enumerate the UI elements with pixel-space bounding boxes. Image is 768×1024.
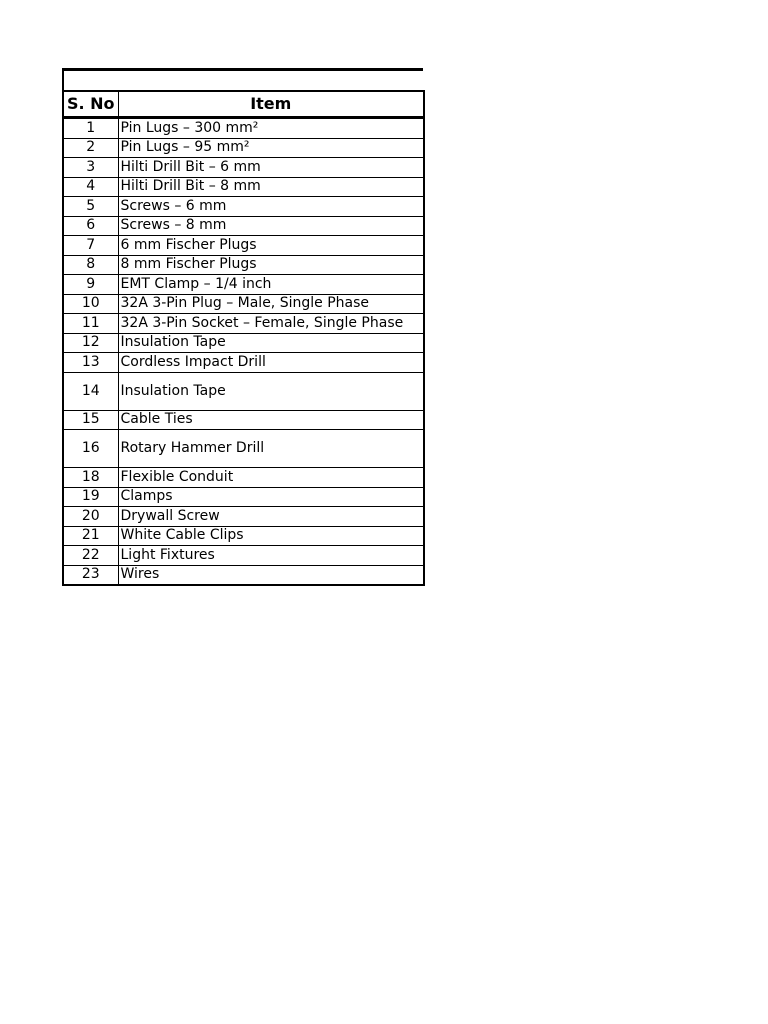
table-row (63, 353, 424, 373)
cell-item: Clamps (118, 487, 424, 507)
cell-item: White Cable Clips (118, 526, 424, 546)
cell-item: Cordless Impact Drill (118, 353, 424, 373)
table-row (63, 158, 424, 178)
table-row (63, 410, 424, 430)
cell-item: Insulation Tape (118, 333, 424, 353)
table-row (63, 487, 424, 507)
cell-sno: 2 (63, 138, 118, 158)
cell-item: 32A 3-Pin Socket – Female, Single Phase (118, 314, 424, 334)
cell-item: Rotary Hammer Drill (118, 430, 424, 468)
cell-sno: 19 (63, 487, 118, 507)
cell-sno: 16 (63, 430, 118, 468)
empty-title-row (62, 68, 423, 90)
table-row (63, 197, 424, 217)
cell-item: Screws – 8 mm (118, 216, 424, 236)
table-row (63, 138, 424, 158)
cell-item: Pin Lugs – 300 mm² (118, 118, 424, 139)
table-row (63, 236, 424, 256)
cell-item: 8 mm Fischer Plugs (118, 255, 424, 275)
table-row (63, 468, 424, 488)
table-row (63, 507, 424, 527)
cell-sno: 10 (63, 294, 118, 314)
cell-sno: 13 (63, 353, 118, 373)
table-row (63, 118, 424, 139)
header-row (63, 91, 424, 118)
spreadsheet-sheet (62, 68, 423, 586)
cell-sno: 1 (63, 118, 118, 139)
cell-sno: 21 (63, 526, 118, 546)
cell-sno: 7 (63, 236, 118, 256)
cell-sno: 12 (63, 333, 118, 353)
table-row (63, 314, 424, 334)
cell-item: Drywall Screw (118, 507, 424, 527)
cell-sno: 20 (63, 507, 118, 527)
items-table (62, 90, 425, 586)
cell-item: Insulation Tape (118, 372, 424, 410)
cell-sno: 18 (63, 468, 118, 488)
cell-sno: 15 (63, 410, 118, 430)
cell-sno: 22 (63, 546, 118, 566)
table-row (63, 255, 424, 275)
table-row (63, 275, 424, 295)
cell-item: 6 mm Fischer Plugs (118, 236, 424, 256)
table-row (63, 546, 424, 566)
cell-sno: 5 (63, 197, 118, 217)
table-row (63, 430, 424, 468)
header-item: Item (118, 91, 424, 118)
cell-sno: 8 (63, 255, 118, 275)
cell-sno: 11 (63, 314, 118, 334)
cell-sno: 6 (63, 216, 118, 236)
cell-item: Light Fixtures (118, 546, 424, 566)
table-row (63, 565, 424, 585)
table-row (63, 294, 424, 314)
table-row (63, 333, 424, 353)
cell-item: Hilti Drill Bit – 8 mm (118, 177, 424, 197)
table-row (63, 216, 424, 236)
cell-sno: 23 (63, 565, 118, 585)
cell-item: Pin Lugs – 95 mm² (118, 138, 424, 158)
cell-sno: 9 (63, 275, 118, 295)
cell-item: Screws – 6 mm (118, 197, 424, 217)
cell-item: Cable Ties (118, 410, 424, 430)
cell-item: Flexible Conduit (118, 468, 424, 488)
cell-item: 32A 3-Pin Plug – Male, Single Phase (118, 294, 424, 314)
cell-item: Wires (118, 565, 424, 585)
header-sno: S. No (63, 91, 118, 118)
table-row (63, 526, 424, 546)
cell-sno: 4 (63, 177, 118, 197)
cell-sno: 3 (63, 158, 118, 178)
cell-item: EMT Clamp – 1/4 inch (118, 275, 424, 295)
table-row (63, 177, 424, 197)
cell-item: Hilti Drill Bit – 6 mm (118, 158, 424, 178)
table-row (63, 372, 424, 410)
cell-sno: 14 (63, 372, 118, 410)
